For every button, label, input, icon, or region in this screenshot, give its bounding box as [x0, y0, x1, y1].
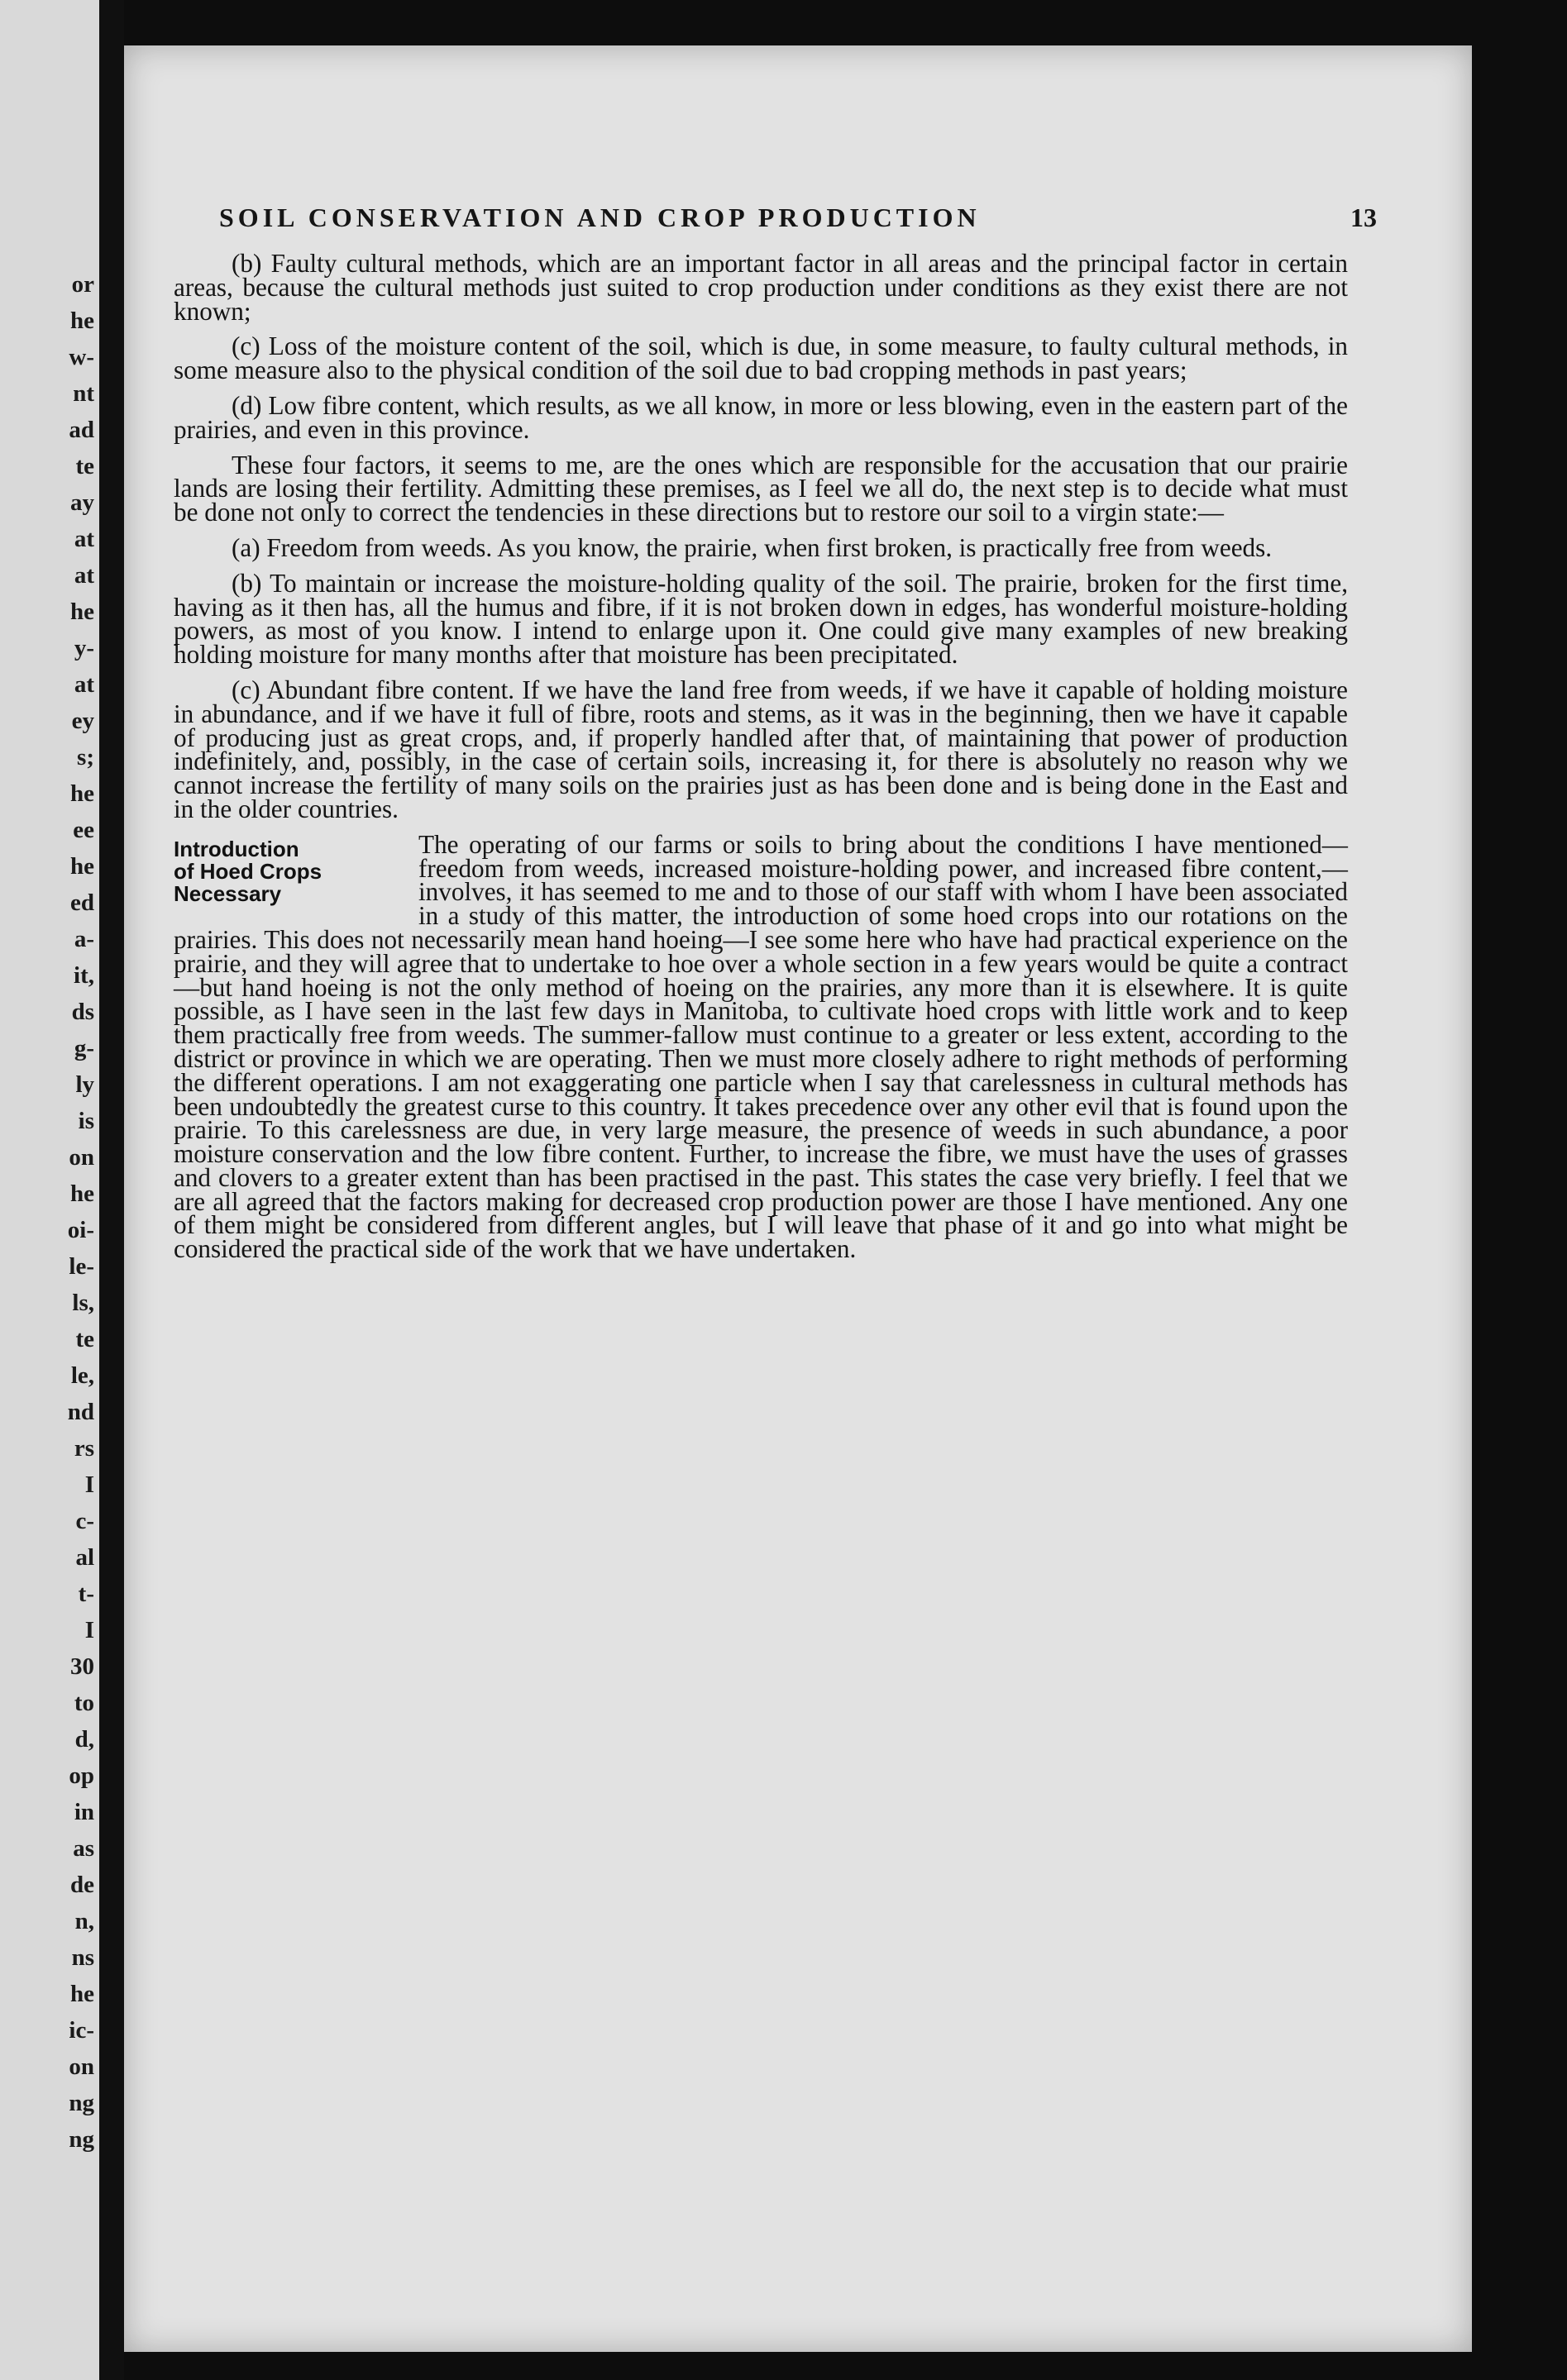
paragraph-b-moisture-holding: (b) To maintain or increase the moisture-holding quality of the soil. The prairie, broken for the first time, having as it then has, all the humus and fibre, if it is not broken down in edges, has wonderful moisture-holding powers, as most of you know. I intend to enlarge upon it. One could give many examples of new breaking holding moisture for many months after that moisture has been precipitated. [174, 568, 1348, 670]
margin-fragment: 30 [70, 1653, 94, 1680]
margin-fragment: he [70, 308, 94, 334]
margin-fragment: a- [74, 926, 94, 952]
margin-fragment: I [84, 1617, 94, 1643]
margin-fragment: oi- [67, 1217, 94, 1243]
margin-fragment: w- [69, 344, 94, 370]
margin-fragment: ls, [72, 1290, 94, 1316]
margin-fragment: ay [70, 489, 94, 516]
paragraph-d-low-fibre: (d) Low fibre content, which results, as we all know, in more or less blowing, even in the eastern part of the prairies, and even in this province. [174, 390, 1348, 444]
page-number: 13 [1350, 203, 1377, 232]
margin-fragment: on [69, 1144, 94, 1171]
margin-fragment: al [75, 1544, 94, 1571]
book-page [124, 45, 1472, 2352]
margin-fragment: he [70, 853, 94, 880]
margin-fragment: at [74, 562, 94, 589]
margin-fragment: c- [75, 1508, 94, 1534]
paragraph-four-factors: These four factors, it seems to me, are the ones which are responsible for the accusation that our prairie lands are losing their fertility. Admitting these premises, as I feel we all do, the next step is to decide what must be done not only to correct the tendencies in these directions but to restore our soil to a virgin state:— [174, 450, 1348, 527]
margin-fragment: ad [69, 417, 94, 443]
paragraph-b-faulty-methods: (b) Faulty cultural methods, which are an important factor in all areas and the principal factor in certain areas, because the cultural methods just suited to crop production under conditions as they exist there are not known; [174, 249, 1348, 326]
margin-fragment: s; [77, 744, 94, 770]
margin-fragment: I [84, 1471, 94, 1498]
margin-fragment: d, [74, 1726, 94, 1753]
sidenote-line: Necessary [174, 880, 282, 906]
margin-fragment: ng [69, 2126, 94, 2153]
margin-fragment: is [78, 1108, 94, 1134]
book-gutter [99, 0, 124, 2380]
margin-fragment: at [74, 526, 94, 552]
introduction-text: The operating of our farms or soils to bring about the conditions I have mentioned—freedom from weeds, increased moisture-holding power, and increased fibre content,—involves, it has seemed to me and to those of our staff with whom I have been associated in a study of this matter, the introduction of some hoed crops into our rotations on the prairies. This does not necessarily mean hand hoeing—I see some here who have had practical experience on the prairie, and they will agree that to undertake to hoe over a whole section in a few years would be quite a contract—but hand hoeing is not the only method of hoeing on the prairies, any more than it is elsewhere. It is quite possible, as I have seen in the last few days in Manitoba, to cultivate hoed crops with little work and to keep them practically free from weeds. The summer-fallow must continue to a greater or less extent, according to the district or province in which we are operating. Then we must more closely adhere to right methods of performing the different operations. I am not exaggerating one particle when I say that carelessness in cultural methods has been undoubtedly the greatest curse to this country. It takes precedence over any other evil that is found upon the prairie. To this carelessness are due, in very large measure, the presence of weeds in such abundance, a poor moisture conservation and the low fibre content. Further, to increase the fibre, we must have the uses of grasses and clovers to a greater extent than has been practised in the past. This states the case very briefly. I feel that we are all agreed that the factors making for decreased crop production power are those I have mentioned. Any one of them might be considered from different angles, but I will leave that phase of it and go into what might be considered the practical side of the work that we have undertaken. [174, 829, 1348, 1264]
adjacent-page-edge [0, 0, 99, 2380]
margin-fragment: ly [75, 1071, 94, 1098]
sidenote-line: of Hoed Crops [174, 858, 322, 884]
margin-fragment: te [75, 453, 94, 479]
margin-fragment: ds [71, 999, 94, 1025]
margin-fragment: in [74, 1799, 94, 1825]
margin-fragment: it, [74, 962, 94, 989]
margin-fragment: ic- [69, 2017, 94, 2044]
margin-fragment: de [70, 1872, 94, 1898]
margin-fragment: ee [73, 817, 94, 843]
margin-fragment: nt [73, 380, 94, 407]
margin-fragment: he [70, 1180, 94, 1207]
margin-fragment: te [75, 1326, 94, 1352]
margin-fragment: as [73, 1835, 94, 1862]
margin-fragment: ed [70, 890, 94, 916]
paragraph-introduction-hoed-crops [174, 829, 1348, 1264]
margin-fragment: rs [74, 1435, 94, 1462]
margin-fragment: n, [74, 1908, 94, 1934]
margin-fragment: to [74, 1690, 94, 1716]
margin-fragment: y- [74, 635, 94, 661]
margin-fragment: on [69, 2053, 94, 2080]
margin-fragment: g- [74, 1035, 94, 1061]
margin-fragment: at [74, 671, 94, 698]
margin-fragment: ns [71, 1944, 94, 1971]
paragraph-c-abundant-fibre: (c) Abundant fibre content. If we have the land free from weeds, if we have it capable of holding moisture in abundance, and if we have it full of fibre, roots and stems, as it was in the beginning, then we have it capable of producing just as great crops, and, if properly handled after that, of maintaining that power of production indefinitely, and, possibly, in the case of certain soils, increasing it, for there is absolutely no reason why we cannot increase the fertility of many soils on the prairies just as has been done and is being done in the East and in the older countries. [174, 675, 1348, 823]
margin-fragment: le, [70, 1362, 94, 1389]
paragraph-c-moisture-loss: (c) Loss of the moisture content of the soil, which is due, in some measure, to faulty cultural methods, in some measure also to the physical condition of the soil due to bad cropping methods in past years; [174, 331, 1348, 385]
margin-fragment: ng [69, 2090, 94, 2116]
sidenote-heading [174, 838, 397, 905]
margin-fragment: or [71, 271, 94, 298]
margin-fragment: nd [67, 1399, 94, 1425]
paragraph-a-freedom-weeds: (a) Freedom from weeds. As you know, the prairie, when first broken, is practically free from weeds. [232, 532, 1273, 562]
margin-fragment: ey [71, 708, 94, 734]
running-header [219, 203, 1377, 233]
margin-fragment: he [70, 1981, 94, 2007]
running-title: SOIL CONSERVATION AND CROP PRODUCTION [219, 203, 981, 232]
margin-fragment: op [69, 1762, 94, 1789]
margin-fragment: he [70, 599, 94, 625]
margin-fragment: t- [78, 1581, 94, 1607]
page-body [174, 249, 1348, 1273]
margin-fragment: le- [69, 1253, 94, 1280]
sidenote-line: Introduction [174, 836, 299, 861]
margin-fragment: he [70, 780, 94, 807]
